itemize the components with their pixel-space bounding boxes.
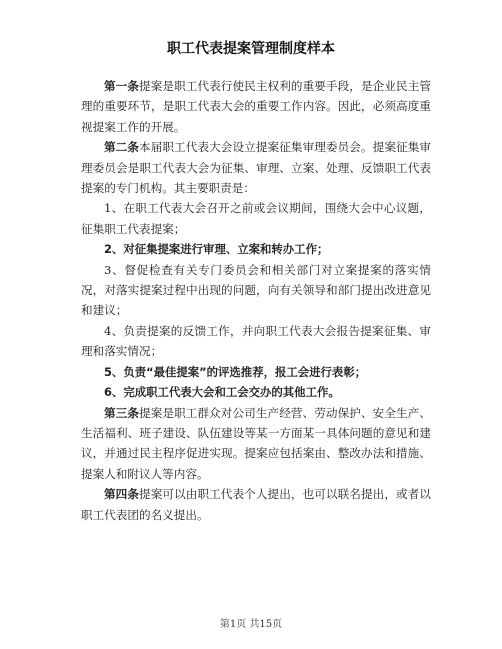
page-number-footer: 第1页 共15页 — [219, 619, 283, 630]
paragraph-text: 本届职工代表大会设立提案征集审理委员会。提案征集审理委员会是职工代表大会为征集、审理、立案、处理、反馈职工代表提案的专门机构。其主要职责是： — [81, 140, 431, 196]
paragraph-text: 提案可以由职工代表个人提出，也可以联名提出，或者以职工代表团的名义提出。 — [81, 487, 431, 522]
document-title: 职工代表提案管理制度样本 — [167, 41, 335, 57]
article-lead: 第一条 — [104, 79, 140, 93]
article-lead: 第二条 — [104, 140, 140, 155]
list-item-5: 5、负责“最佳提案”的评选推荐，报工会进行表彰； — [104, 364, 367, 379]
paragraph-article-1 — [81, 76, 431, 137]
list-item-4: 4、负责提案的反馈工作，并向职工代表大会报告提案征集、审理和落实情况； — [81, 323, 431, 359]
paragraph-text: 提案是职工代表行使民主权利的重要手段，是企业民主管理的重要环节，是职工代表大会的重要工作内容。因此，必须高度重视提案工作的开展。 — [81, 79, 431, 134]
article-lead: 第四条 — [104, 487, 140, 502]
paragraph-article-4 — [81, 484, 431, 525]
list-item-2: 2、对征集提案进行审理、立案和转办工作； — [104, 242, 329, 257]
paragraph-article-2 — [81, 137, 431, 198]
document-body — [81, 76, 431, 525]
list-item-6: 6、完成职工代表大会和工会交办的其他工作。 — [104, 385, 340, 400]
article-lead: 第三条 — [104, 405, 140, 420]
paragraph-article-3 — [81, 403, 431, 485]
list-item-3: 3、督促检查有关专门委员会和相关部门对立案提案的落实情况，对落实提案过程中出现的问题，向有关领导和部门提出改进意见和建议； — [81, 262, 431, 318]
paragraph-text: 提案是职工群众对公司生产经营、劳动保护、安全生产、生活福利、班子建设、队伍建设等某一方面某一具体问题的意见和建议，并通过民主程序促进实现。提案应包括案由、整改办法和措施、提案人和附议人等内容。 — [81, 405, 431, 481]
list-item-1: 1、在职工代表大会召开之前或会议期间，围绕大会中心议题，征集职工代表提案； — [81, 201, 431, 236]
